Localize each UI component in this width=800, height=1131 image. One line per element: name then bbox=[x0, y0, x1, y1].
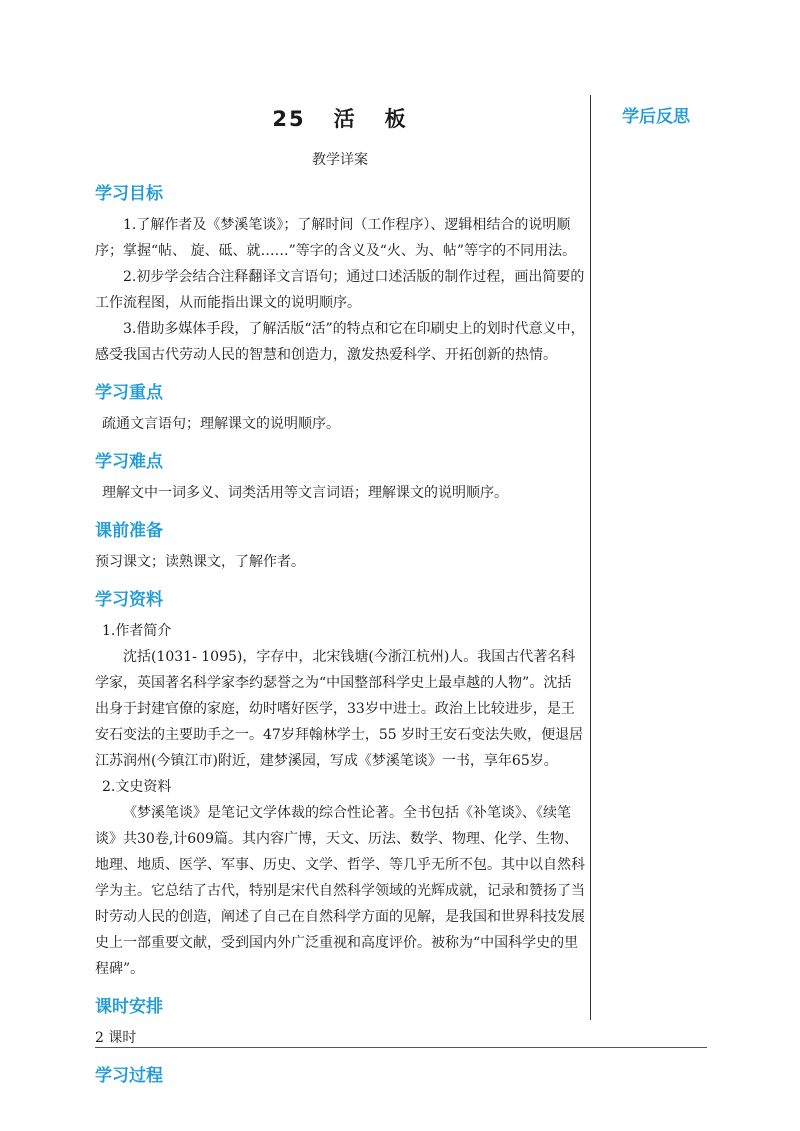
materials-history-paragraph: 《梦溪笔谈》是笔记文学体裁的综合性论著。全书包括《补笔谈》、《续笔谈》共30卷,计609篇。其内容广博，天文、历法、数学、物理、化学、生物、地理、地质、医学、军事、历史、文学、哲学、等几乎无所不包。其中以自然科学为主。它总结了古代，特别是宋代自然科学领域的光辉成就，记录和赞扬了当时劳动人民的创造，阐述了自己在自然科学方面的见解，是我国和世界科技发展史上一部重要文献，受到国内外广泛重视和高度评价。被称为“中国科学史的里程碑”。 bbox=[95, 805, 585, 977]
difficulties-text: 理解文中一词多义、词类活用等文言词语；理解课文的说明顺序。 bbox=[102, 485, 508, 501]
schedule-text: 2 课时 bbox=[95, 1030, 137, 1046]
materials-sub-author: 1.作者简介 bbox=[102, 623, 172, 639]
column-divider bbox=[590, 95, 591, 1020]
heading-schedule: 课时安排 bbox=[95, 997, 163, 1017]
preparation-text: 预习课文；读熟课文，了解作者。 bbox=[95, 554, 305, 570]
heading-difficulties: 学习难点 bbox=[95, 452, 163, 472]
heading-preparation: 课前准备 bbox=[95, 521, 163, 541]
key-points-text: 疏通文言语句；理解课文的说明顺序。 bbox=[102, 416, 340, 432]
lesson-plan-main bbox=[95, 95, 585, 1094]
goal-item-2: 2.初步学会结合注释翻译文言语句；通过口述活版的制作过程，画出简要的工作流程图，从而能指出课文的说明顺序。 bbox=[95, 269, 585, 311]
page-title bbox=[95, 103, 585, 133]
title-char-2: 板 bbox=[384, 107, 408, 131]
heading-materials: 学习资料 bbox=[95, 590, 163, 610]
goal-item-1: 1.了解作者及《梦溪笔谈》；了解时间（工作程序）、逻辑相结合的说明顺序；掌握“帖、 旋、砥、就……”等字的含义及“火、为、帖”等字的不同用法。 bbox=[95, 217, 577, 259]
footer-rule bbox=[95, 1047, 707, 1048]
title-number: 25 bbox=[272, 107, 306, 131]
reflection-title: 学后反思 bbox=[622, 107, 690, 127]
heading-process: 学习过程 bbox=[95, 1066, 163, 1086]
materials-author-paragraph: 沈括(1031- 1095)，字存中，北宋钱塘(今浙江杭州)人。我国古代著名科学家，英国著名科学家李约瑟誉之为“中国整部科学史上最卓越的人物”。沈括出身于封建官僚的家庭，幼时嗜好医学，33岁中进士。政治上比较进步，是王安石变法的主要助手之一。47岁拜翰林学士，55 岁时王安石变法失败，便退居江苏润州(今镇江市)附近，建梦溪园，写成《梦溪笔谈》一书，享年65岁。 bbox=[95, 649, 584, 769]
title-char-1: 活 bbox=[333, 107, 357, 131]
goal-item-3: 3.借助多媒体手段，了解活版“活”的特点和它在印刷史上的划时代意义中，感受我国古代劳动人民的智慧和创造力，激发热爱科学、开拓创新的热情。 bbox=[95, 321, 585, 363]
materials-sub-history: 2.文史资料 bbox=[102, 779, 172, 795]
heading-key-points: 学习重点 bbox=[95, 383, 163, 403]
page-subtitle: 教学详案 bbox=[312, 152, 368, 168]
heading-goals: 学习目标 bbox=[95, 184, 163, 204]
